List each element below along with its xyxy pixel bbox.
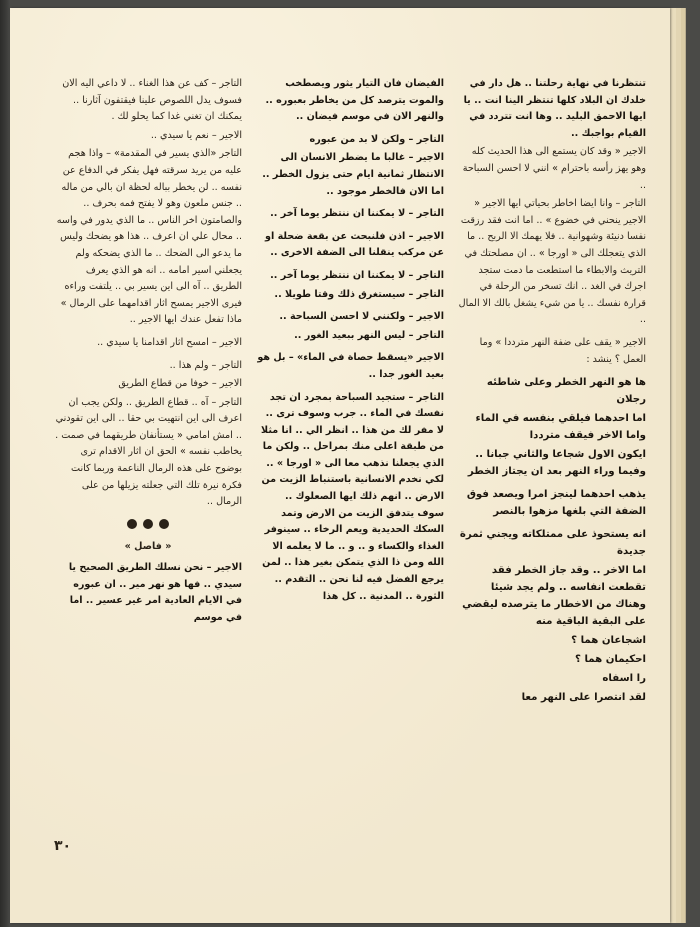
paragraph: ايكون الاول شجاعا والثاني جبانا .. وفيما وراء النهر بعد ان يجتاز الخطر: [467, 449, 646, 478]
paragraph: التاجر – آه .. قطاع الطريق .. ولكن يجب ان اعرف الى اين انتهيت بي حقا .. الى اين تقودني .. امش امامي « يستأنفان طريقهما في صمت . يخاطب نفسه » الحق ان اثار الاقدام ترى بوضوح على هذه الرمال الناعمة وربما كانت فكرة نيرة تلك التي جعلته يزيلها من على الرمال ..: [55, 396, 242, 508]
paragraph: الاجير « وقد كان يستمع الى هذا الحديث كله وهو يهز رأسه باحترام » انني لا احسن السباحة ..: [462, 146, 646, 191]
paragraph: الاجير – ولكنني لا احسن السباحة ..: [279, 311, 444, 323]
paragraph: احكيمان هما ؟: [575, 654, 646, 666]
paragraph: التاجر – سيستغرق ذلك وقتا طويلا ..: [274, 288, 444, 300]
paragraph: التاجر – ستجيد السباحة بمجرد ان تجد نفسك في الماء .. جرب وسوف ترى .. لا مفر لك من هذا .. انظر الي .. انا مثلا من طبقة اعلى منك بمراحل .. ولكن ما الذي يجعلنا نذهب معا الى « اورجا » .. لكي نخدم الانسانية باستنباط الزيت من الارض .. انهم ذلك ايها الصعلوك .. سوف يتدفق الزيت من الارض وتمد السكك الحديدية ويعم الرخاء .. سينوفر الغذاء والكساء و .. و .. ما لا يعلمه الا الله ومن ذا الذي يتمكن بغير هذا .. لمن يرجع الفضل فيه لنا نحن .. التقدم .. الثورة .. المدنية .. كل هذا: [261, 391, 444, 602]
paragraph: الاجير – نعم يا سيدي ..: [150, 129, 242, 141]
column-right: [54, 76, 242, 812]
paragraph: التاجر – وانا ايضا اخاطر بحياتي ايها الاجير « الاجير ينحني في خضوع » .. اما انت فقد رزقت نفسا دنيئة وشهوانية .. فلا يهمك الا الربح .. ما الذي يتعجلك الى « اورجا » .. ان مصلحتك في التريث والابطاء ما استطعت ما دمت ستجد اجرك في الغد .. انك تسخر من الرحلة في قرارة نفسك .. يا من شيء يشغل بالك الا المال ..: [458, 198, 646, 326]
paragraph: الاجير – اذن فلنبحث عن بقعة ضحلة او عن مركب ينقلنا الى الضفة الاخرى ..: [264, 230, 444, 259]
paragraph: التاجر – لا يمكننا ان ننتظر يوما آخر ..: [270, 269, 444, 281]
section-title: « فاصل »: [124, 541, 172, 553]
paragraph: التاجر – ولم هذا ..: [169, 359, 242, 371]
paragraph: تنتظرنا في نهاية رحلتنا .. هل دار في خلدك ان البلاد كلها تنتظر الينا انت .. يا ايها الاحمق البليد .. وها انت تتردد في القيام بواجبك ..: [463, 78, 646, 139]
page-number: ٣٠: [54, 838, 72, 854]
paragraph: الاجير – امسح اثار اقدامنا يا سيدي ..: [97, 336, 242, 348]
separator-dot: [127, 519, 137, 529]
paragraph: اما الاخر .. وقد جاز الخطر فقد تقطعت انفاسه .. ولم يجد شيئا وهناك من الاخطار ما يترصده ليقضي على البقية الباقية منه: [462, 565, 646, 628]
paragraph: انه يستحوذ على ممتلكاته ويجني ثمرة جديدة: [459, 529, 646, 558]
paragraph: الاجير «يسقط حصاة في الماء» – بل هو بعيد الغور جدا ..: [257, 352, 444, 380]
text-columns: [54, 76, 646, 812]
paragraph: التاجر – كف عن هذا الغناء .. لا داعي اليه الان فسوف يدل اللصوص علينا فيقتفون آثارنا .. يمكنك ان تغني غدا كما يحلو لك .: [62, 78, 242, 123]
paragraph: را اسفاه: [602, 673, 646, 685]
page-edge: [681, 8, 686, 923]
section-separator-dots: [54, 519, 242, 536]
paragraph: الاجير – غالبا ما يضطر الانسان الى الانتظار ثمانية ايام حتى يزول الخطر .. اما الان فالخطر موجود ..: [262, 152, 444, 197]
paragraph: ها هو النهر الخطر وعلى شاطئه رجلان: [486, 377, 646, 406]
paragraph: اشجاعان هما ؟: [571, 635, 646, 647]
document-page: [10, 8, 670, 923]
column-middle: [256, 76, 444, 812]
separator-dot: [159, 519, 169, 529]
paragraph: الاجير – خوفا من قطاع الطريق: [118, 378, 242, 390]
paragraph: اما احدهما فيلقي بنفسه في الماء واما الاخر فيقف مترددا: [475, 413, 646, 442]
paragraph: التاجر – لا يمكننا ان ننتظر يوما آخر ..: [270, 208, 444, 220]
paragraph: الاجير « يقف على ضفة النهر مترددا » وما العمل ؟ ينشد :: [479, 336, 646, 365]
paragraph: الفيضان فان التيار يثور ويصطخب والموت يترصد كل من يخاطر بعبوره .. والنهر الان في موسم فيضان ..: [265, 78, 444, 123]
paragraph: لقد انتصرا على النهر معا: [521, 692, 646, 704]
paragraph: يذهب احدهما لينجز امرا ويصعد فوق الضفة التي بلغها مزهوا بالنصر: [466, 489, 646, 518]
paragraph: التاجر «الذي يسير في المقدمة» – واذا هجم عليه من يريد سرقته فهل يفكر في الدفاع عن نفسه .. لن يخطر بباله لحظة ان بالي من ماله .. جنس ملعون وهو لا يفتح فمه بحرف .. والصامتون اخر الناس .. ما الذي يدور في واسه .. محال علي ان اعرف .. هذا هو يضحك وليس ما يدعو الى الضحك .. ما الذي يضحكه ولم يجعلني اسير امامه .. انه هو الذي يعرف الطريق .. آه الى اين يسير بي .. يلتفت وراءه فيرى الاجير يمسح اثار اقدامهما على الرمال » ماذا تفعل عندك ايها الاجير ..: [56, 148, 242, 326]
column-left: [458, 76, 646, 812]
separator-dot: [143, 519, 153, 529]
paragraph: الاجير – نحن نسلك الطريق الصحيح يا سيدي .. فها هو نهر مير .. ان عبوره في الايام العادية امر غير عسير .. اما في موسم: [68, 562, 242, 623]
paragraph: التاجر – ولكن لا بد من عبوره: [309, 133, 444, 145]
paragraph: التاجر – ليس النهر ببعيد الغور ..: [294, 329, 444, 341]
